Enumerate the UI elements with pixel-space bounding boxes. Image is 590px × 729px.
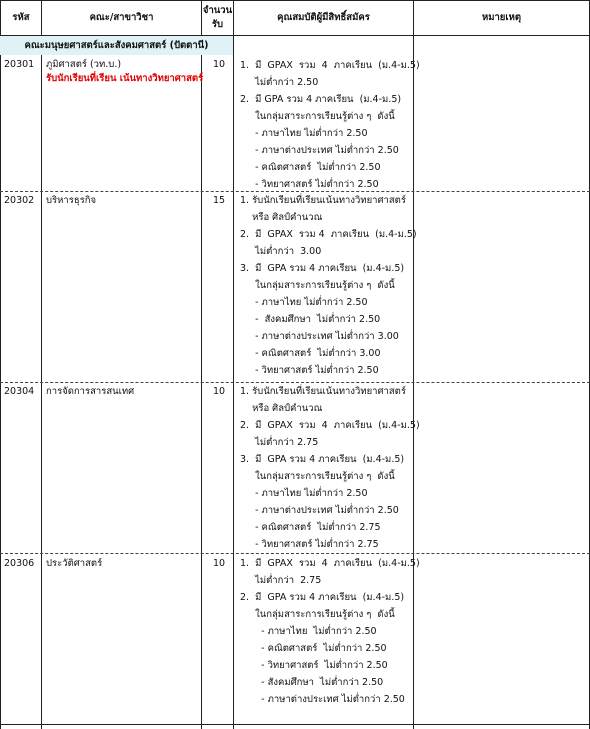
requirement-line: หรือ ศิลป์คำนวณ <box>240 212 323 223</box>
header-code: รหัส <box>12 11 30 23</box>
header-remark: หมายเหตุ <box>481 11 522 23</box>
requirement-line: - ภาษาไทย ไม่ต่ำกว่า 2.50 <box>240 297 368 308</box>
column-divider <box>201 0 202 729</box>
table-border-bottom <box>0 724 590 725</box>
requirement-line: - วิทยาศาสตร์ ไม่ต่ำกว่า 2.50 <box>240 660 388 671</box>
row-name: บริหารธุรกิจ <box>46 195 97 206</box>
requirement-line: 2. มี GPA รวม 4 ภาคเรียน (ม.4-ม.5) <box>240 592 405 603</box>
requirement-line: - ภาษาไทย ไม่ต่ำกว่า 2.50 <box>240 626 377 637</box>
requirement-line: 1. รับนักเรียนที่เรียนเน้นทางวิทยาศาสตร์ <box>240 386 406 397</box>
header-quota-line2: รับ <box>211 18 224 30</box>
requirement-line: หรือ ศิลป์คำนวณ <box>240 403 323 414</box>
column-divider <box>413 0 414 729</box>
row-quota: 10 <box>213 386 226 397</box>
header-quota-line1: จำนวน <box>202 4 233 16</box>
row-note: รับนักเรียนที่เรียน เน้นทางวิทยาศาสตร์ <box>46 73 204 84</box>
requirement-line: ในกลุ่มสาระการเรียนรู้ต่าง ๆ ดังนี้ <box>240 471 395 482</box>
row-code: 20306 <box>4 558 35 569</box>
row-code: 20302 <box>4 195 35 206</box>
requirement-line: ไม่ต่ำกว่า 2.75 <box>240 437 319 448</box>
requirement-line: 3. มี GPA รวม 4 ภาคเรียน (ม.4-ม.5) <box>240 454 405 465</box>
requirement-line: 1. มี GPAX รวม 4 ภาคเรียน (ม.4-ม.5) <box>240 558 420 569</box>
requirements-list <box>240 57 420 193</box>
requirement-line: ไม่ต่ำกว่า 2.75 <box>240 575 322 586</box>
header-quota <box>202 0 233 35</box>
row-quota: 15 <box>213 195 226 206</box>
row-name: ภูมิศาสตร์ (วท.บ.) <box>46 59 122 70</box>
requirement-line: - วิทยาศาสตร์ ไม่ต่ำกว่า 2.50 <box>240 365 379 376</box>
requirement-line: ไม่ต่ำกว่า 3.00 <box>240 246 322 257</box>
requirement-line: ไม่ต่ำกว่า 2.50 <box>240 77 319 88</box>
section-banner <box>0 36 233 55</box>
requirement-line: 3. มี GPA รวม 4 ภาคเรียน (ม.4-ม.5) <box>240 263 405 274</box>
row-code: 20304 <box>4 386 35 397</box>
requirement-line: - วิทยาศาสตร์ ไม่ต่ำกว่า 2.75 <box>240 539 379 550</box>
row-code: 20301 <box>4 59 35 70</box>
requirement-line: 1. รับนักเรียนที่เรียนเน้นทางวิทยาศาสตร์ <box>240 195 406 206</box>
requirement-line: - ภาษาไทย ไม่ต่ำกว่า 2.50 <box>240 488 368 499</box>
requirement-line: - คณิตศาสตร์ ไม่ต่ำกว่า 2.50 <box>240 643 387 654</box>
requirement-line: - สังคมศึกษา ไม่ต่ำกว่า 2.50 <box>240 314 381 325</box>
header-faculty: คณะ/สาขาวิชา <box>89 11 154 23</box>
requirement-line: - วิทยาศาสตร์ ไม่ต่ำกว่า 2.50 <box>240 179 379 190</box>
requirement-line: ในกลุ่มสาระการเรียนรู้ต่าง ๆ ดังนี้ <box>240 609 395 620</box>
requirement-line: - ภาษาต่างประเทศ ไม่ต่ำกว่า 2.50 <box>240 505 399 516</box>
table-border-left <box>0 0 1 729</box>
row-quota: 10 <box>213 558 226 569</box>
row-name: การจัดการสารสนเทศ <box>46 386 135 397</box>
requirements-list <box>240 192 417 379</box>
column-divider <box>41 0 42 729</box>
requirement-line: - คณิตศาสตร์ ไม่ต่ำกว่า 3.00 <box>240 348 381 359</box>
header-qualification: คุณสมบัติผู้มีสิทธิ์สมัคร <box>277 11 370 23</box>
column-divider <box>233 0 234 729</box>
requirement-line: - ภาษาต่างประเทศ ไม่ต่ำกว่า 2.50 <box>240 694 405 705</box>
requirement-line: - คณิตศาสตร์ ไม่ต่ำกว่า 2.75 <box>240 522 381 533</box>
requirement-line: 2. มี GPA รวม 4 ภาคเรียน (ม.4-ม.5) <box>240 94 402 105</box>
requirement-line: 2. มี GPAX รวม 4 ภาคเรียน (ม.4-ม.5) <box>240 420 420 431</box>
requirement-line: ในกลุ่มสาระการเรียนรู้ต่าง ๆ ดังนี้ <box>240 280 395 291</box>
row-quota: 10 <box>213 59 226 70</box>
row-divider <box>0 553 590 554</box>
requirement-line: - ภาษาต่างประเทศ ไม่ต่ำกว่า 3.00 <box>240 331 399 342</box>
requirements-list <box>240 383 420 553</box>
requirement-line: - สังคมศึกษา ไม่ต่ำกว่า 2.50 <box>240 677 384 688</box>
requirement-line: - ภาษาต่างประเทศ ไม่ต่ำกว่า 2.50 <box>240 145 399 156</box>
requirements-list <box>240 555 420 708</box>
section-title: คณะมนุษยศาสตร์และสังคมศาสตร์ (ปัตตานี) <box>24 40 209 51</box>
requirement-line: 2. มี GPAX รวม 4 ภาคเรียน (ม.4-ม.5) <box>240 229 417 240</box>
requirement-line: 1. มี GPAX รวม 4 ภาคเรียน (ม.4-ม.5) <box>240 60 420 71</box>
requirement-line: - ภาษาไทย ไม่ต่ำกว่า 2.50 <box>240 128 368 139</box>
row-name: ประวัติศาสตร์ <box>46 558 103 569</box>
requirement-line: - คณิตศาสตร์ ไม่ต่ำกว่า 2.50 <box>240 162 381 173</box>
requirement-line: ในกลุ่มสาระการเรียนรู้ต่าง ๆ ดังนี้ <box>240 111 395 122</box>
